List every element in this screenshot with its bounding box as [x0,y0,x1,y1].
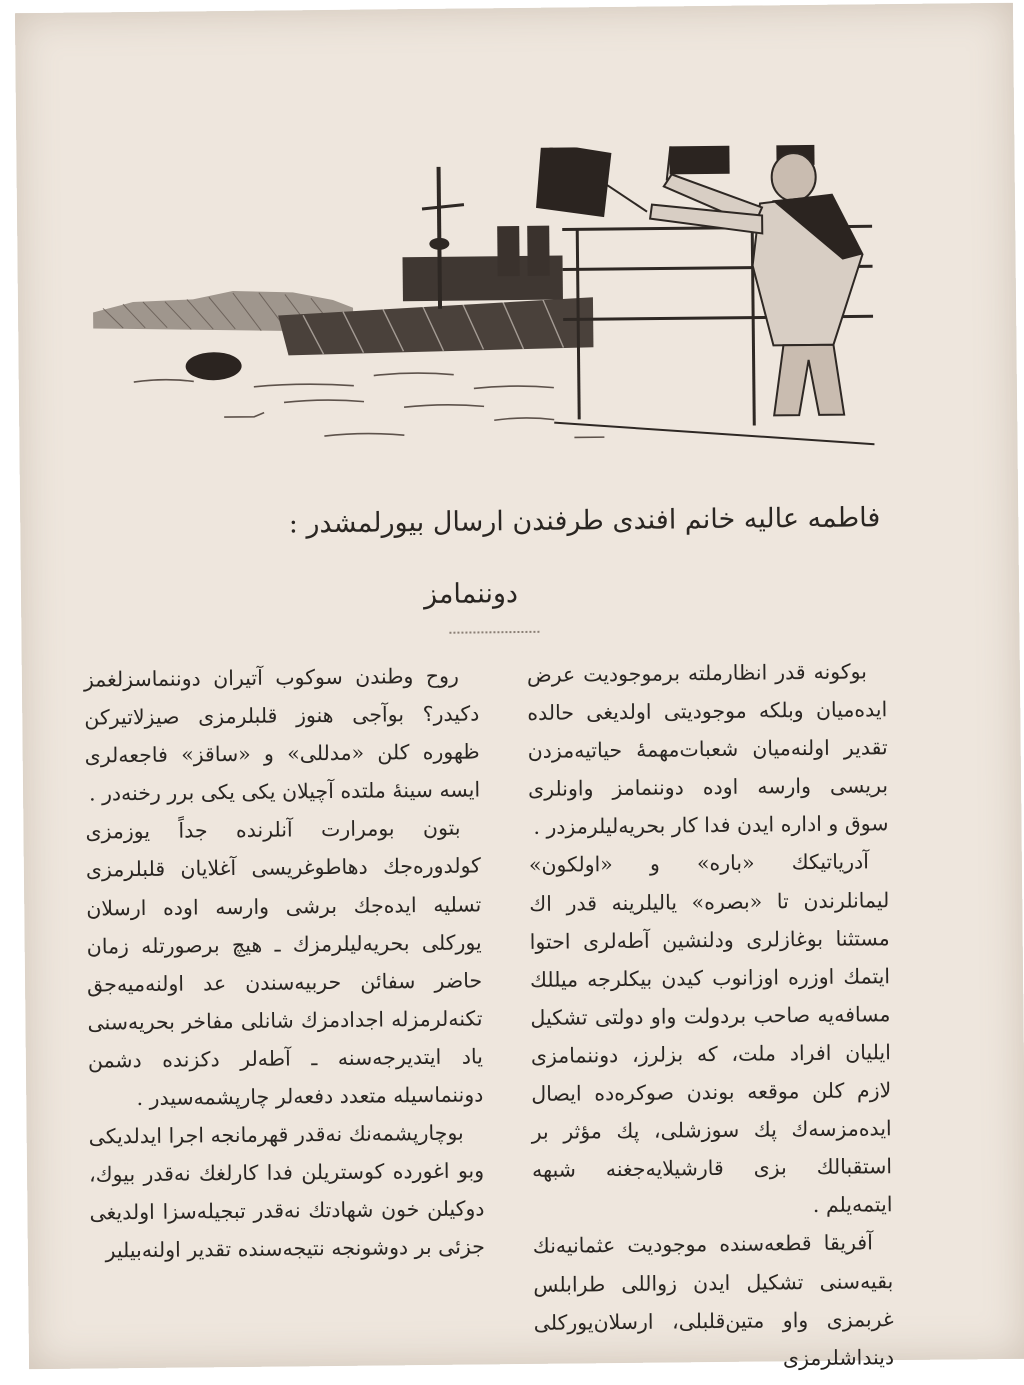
paragraph: روح وطندن سوكوب آتيران دوننماسزلغمز دكيدر؟ بوآجى هنوز قلبلرمزى صيزلاتيركن ظهوره كلن «مدللى» و «ساقز» فاجعه‌لرى ايسه سينهٔ ملتده آچيلان يكى يكى برر رخنه‌در . [83,663,481,806]
left-column [84,656,485,1270]
paragraph: آفريقا قطعه‌سنده موجوديت عثمانيه‌نك بقيه‌سنى تشكيل ايدن زواللى طرابلس غربمزى واو متين‌قلبلى، ارسلان‌يوركلى ديندا‌شلرمزى [532,1230,895,1370]
paragraph: بتون بومرارت آنلرنده جداً يوزمزى كولدوره‌جك دهاطوغريسى آغلايان قلبلرمزى تسليه ايده‌جك برشى وارسه اوده ارسلان يوركلى بحريه‌ليلرمزك ـ هيچ برصورتله زمان حاضر سفائن حربيه‌سندن عد اولنه‌ميه‌جق تكنه‌لرمزله اجدادمزك شانلى مفاخر بحريه‌سنى ياد ايتديرجه‌سنه ـ آطه‌لر دكزنده دشمن دوننماسيله متعدد دفعه‌لر چارپشمه‌سيدر . [85,816,484,1111]
right-column [527,652,895,1380]
signal-flag-sailor-battleship-illustration-icon [71,144,874,462]
paragraph: بوچارپشمه‌نك نه‌قدر قهرمانجه اجرا ايدلديكى وبو اغورده كوستريلن فدا كارلغك نه‌قدر بيوك، دوكيلن خون شهادتك نه‌قدر تبجيله‌سزا اولديغى جزئى بر دوشونجه نتيجه‌سنده تقدير اولنه‌بيلير [88,1120,485,1263]
paragraph: آدرياتيكك «باره» و «اولكون» ليمانلرندن تا «بصره» ياليلرينه قدر اك مستثنا بوغازلرى ودلنشين آطه‌لرى احتوا ايتمك اوزره اوزانوب كيدن بيكلرجه ميللك مسافه‌يه صاحب بردولت واو دولتى تشكيل ايليان افراد ملت، كه بزلرز، دوننمامزى لازم كلن موقعه بوندن صوكره‌ده ايصال ايده‌مزسه‌ك پك سوزشلى، پك مؤثر بر استقبالك بزى قارشيلايه‌جغنه شبهه ايتمه‌يلم . [528,849,893,1218]
magazine-page [15,3,1024,1369]
title-divider [449,631,539,634]
paragraph: بوكونه قدر انظارملته برموجوديت عرض ايده‌ميان وبلكه موجوديتى اولديغى حالده تقدير اولنه‌ميان شعبات‌مهمهٔ حياتيه‌مزدن بريسى وارسه اوده دوننمامز واونلرى سوق و اداره ايدن فدا كار بحريه‌ليلرمزدر . [526,659,889,840]
article-title: دوننمامز [423,578,519,611]
article-heading: فاطمه عاليه خانم افندى طرفندن ارسال بيورلمشدر : [288,502,881,540]
